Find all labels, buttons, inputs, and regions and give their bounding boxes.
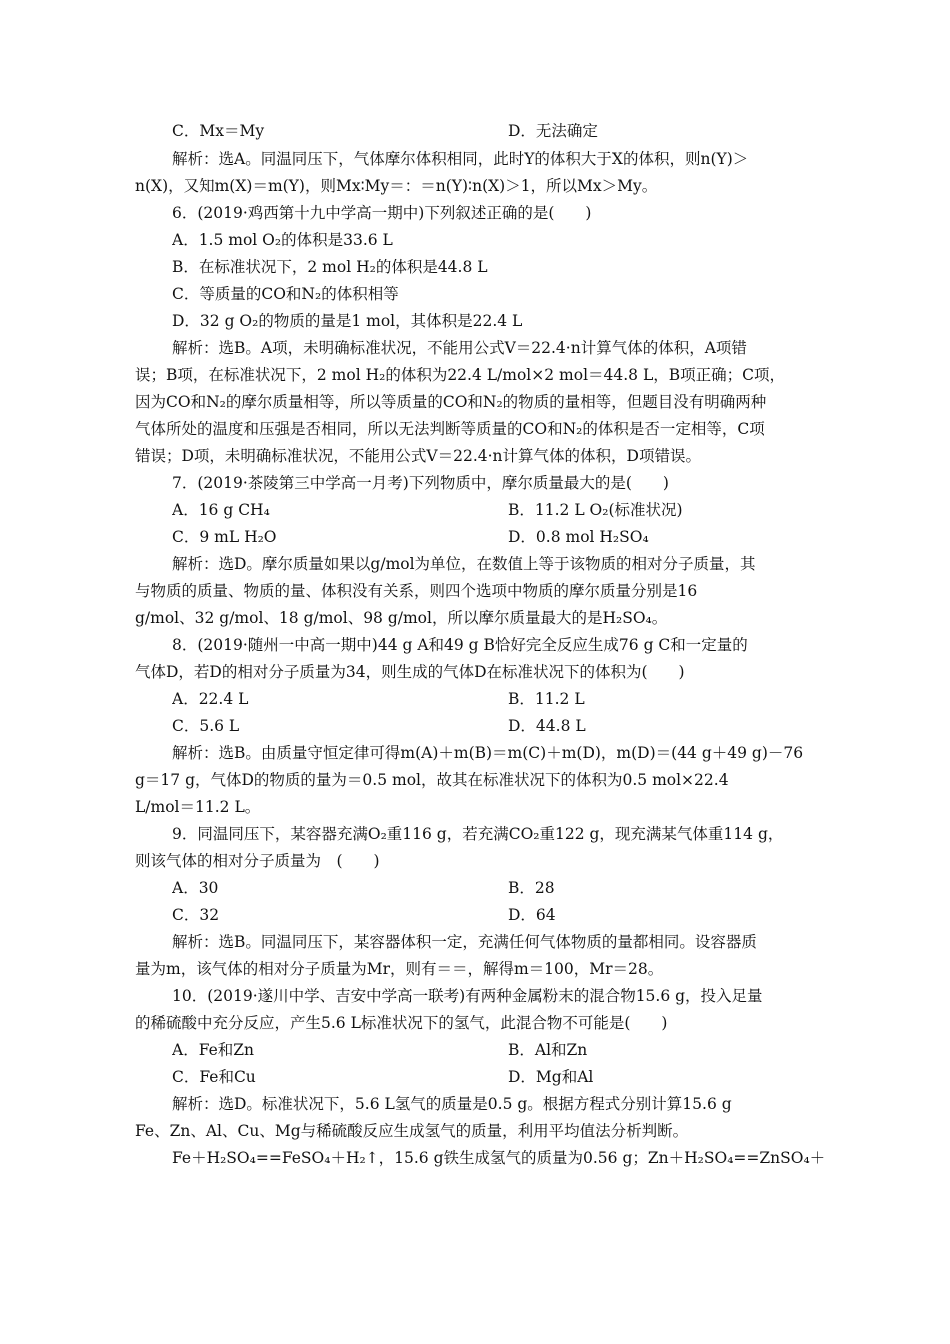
- option-d: D．44.8 L: [508, 717, 586, 735]
- option-b: B．28: [508, 879, 555, 897]
- solution-text: 因为CO和N₂的摩尔质量相等，所以等质量的CO和N₂的物质的量相等，但题目没有明确两种: [135, 393, 767, 411]
- option-d: D．无法确定: [508, 122, 598, 140]
- question-9: 9．同温同压下，某容器充满O₂重116 g，若充满CO₂重122 g，现充满某气体重114 g，: [172, 825, 784, 843]
- option-a: A．30: [172, 879, 219, 897]
- solution-text: n(X)，又知m(X)＝m(Y)，则Mx∶My＝：＝n(Y)∶n(X)＞1，所以Mx＞My。: [135, 177, 658, 195]
- solution-text: g＝17 g，气体D的物质的量为＝0.5 mol，故其在标准状况下的体积为0.5 mol×22.4: [135, 771, 729, 789]
- solution-text: 与物质的质量、物质的量、体积没有关系，则四个选项中物质的摩尔质量分别是16: [135, 582, 698, 600]
- solution-text: 气体所处的温度和压强是否相同，所以无法判断等质量的CO和N₂的体积是否一定相等，C项: [135, 420, 765, 438]
- option-c: C．Fe和Cu: [172, 1068, 256, 1086]
- option-c: C．等质量的CO和N₂的体积相等: [172, 285, 399, 303]
- option-a: A．1.5 mol O₂的体积是33.6 L: [172, 231, 393, 249]
- option-c: C．32: [172, 906, 220, 924]
- solution-text: g/mol、32 g/mol、18 g/mol、98 g/mol，所以摩尔质量最大的是H₂SO₄。: [135, 609, 668, 627]
- solution-text: 误；B项，在标准状况下，2 mol H₂的体积为22.4 L/mol×2 mol＝44.8 L，B项正确；C项，: [135, 366, 786, 384]
- question-10-cont: 的稀硫酸中充分反应，产生5.6 L标准状况下的氢气，此混合物不可能是( ): [135, 1014, 668, 1032]
- question-7: 7．(2019·茶陵第三中学高一月考)下列物质中，摩尔质量最大的是( ): [172, 474, 669, 492]
- question-8: 8．(2019·随州一中高一期中)44 g A和49 g B恰好完全反应生成76 g C和一定量的: [172, 636, 748, 654]
- equation-text: Fe＋H₂SO₄==FeSO₄＋H₂↑，15.6 g铁生成氢气的质量为0.56 g；Zn＋H₂SO₄==ZnSO₄＋: [172, 1149, 826, 1167]
- solution-text: 解析：选D。摩尔质量如果以g/mol为单位，在数值上等于该物质的相对分子质量，其: [172, 555, 756, 573]
- solution-text: Fe、Zn、Al、Cu、Mg与稀硫酸反应生成氢气的质量，利用平均值法分析判断。: [135, 1122, 689, 1140]
- solution-text: 错误；D项，未明确标准状况，不能用公式V＝22.4·n计算气体的体积，D项错误。: [135, 447, 701, 465]
- question-10: 10．(2019·遂川中学、吉安中学高一联考)有两种金属粉末的混合物15.6 g，投入足量: [172, 987, 763, 1005]
- option-c: C．9 mL H₂O: [172, 528, 277, 546]
- option-b: B．11.2 L O₂(标准状况): [508, 501, 683, 519]
- option-d: D．64: [508, 906, 556, 924]
- solution-text: 解析：选B。A项，未明确标准状况，不能用公式V＝22.4·n计算气体的体积，A项错: [172, 339, 747, 357]
- solution-text: 解析：选D。标准状况下，5.6 L氢气的质量是0.5 g。根据方程式分别计算15.6 g: [172, 1095, 732, 1113]
- solution-text: 解析：选B。同温同压下，某容器体积一定，充满任何气体物质的量都相同。设容器质: [172, 933, 757, 951]
- solution-text: 解析：选A。同温同压下，气体摩尔体积相同，此时Y的体积大于X的体积，则n(Y)＞: [172, 150, 749, 168]
- option-c: C．Mx＝My: [172, 122, 265, 140]
- option-c: C．5.6 L: [172, 717, 240, 735]
- option-a: A．22.4 L: [172, 690, 249, 708]
- option-b: B．11.2 L: [508, 690, 585, 708]
- option-d: D．32 g O₂的物质的量是1 mol，其体积是22.4 L: [172, 312, 523, 330]
- solution-text: L/mol＝11.2 L。: [135, 798, 261, 816]
- option-b: B．Al和Zn: [508, 1041, 588, 1059]
- option-a: A．16 g CH₄: [172, 501, 270, 519]
- option-a: A．Fe和Zn: [172, 1041, 255, 1059]
- question-8-cont: 气体D，若D的相对分子质量为34，则生成的气体D在标准状况下的体积为( ): [135, 663, 685, 681]
- option-d: D．0.8 mol H₂SO₄: [508, 528, 649, 546]
- question-9-cont: 则该气体的相对分子质量为 ( ): [135, 852, 380, 870]
- option-b: B．在标准状况下，2 mol H₂的体积是44.8 L: [172, 258, 488, 276]
- question-6: 6．(2019·鸡西第十九中学高一期中)下列叙述正确的是( ): [172, 204, 592, 222]
- solution-text: 解析：选B。由质量守恒定律可得m(A)＋m(B)＝m(C)＋m(D)，m(D)＝(44 g＋49 g)－76: [172, 744, 804, 762]
- solution-text: 量为m，该气体的相对分子质量为Mr，则有＝＝，解得m＝100，Mr＝28。: [135, 960, 664, 978]
- option-d: D．Mg和Al: [508, 1068, 594, 1086]
